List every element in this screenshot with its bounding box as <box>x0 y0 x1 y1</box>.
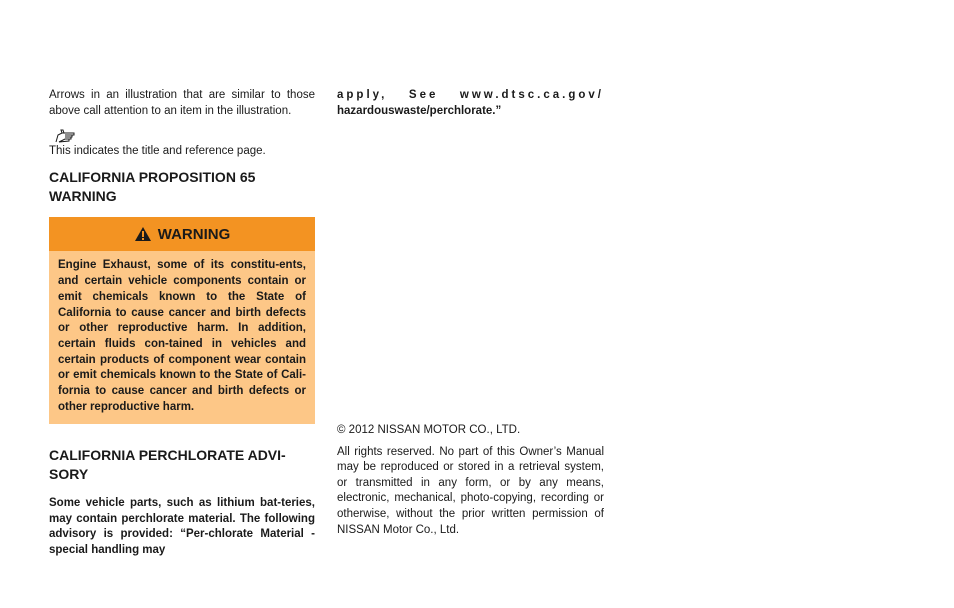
copyright-section <box>337 423 604 538</box>
perchlorate-advisory: Some vehicle parts, such as lithium bat-teries, may contain perchlorate material. The following advisory is provided: “Per-chlorate Material - special handling may <box>49 497 315 556</box>
reference-explanation: This indicates the title and reference page. <box>49 145 266 158</box>
arrows-explanation: Arrows in an illustration that are similar to those above call attention to an item in the illustration. <box>49 89 315 117</box>
perchlorate-heading: CALIFORNIA PERCHLORATE ADVI-SORY <box>49 447 286 483</box>
warning-text: Engine Exhaust, some of its constitu-ents, and certain vehicle components contain or emit chemicals known to the State of California to cause cancer and birth defects or other reproductive harm. In addition, certain fluids con-tained in vehicles and certain products of component wear contain or emit chemicals known to the State of Cali-fornia to cause cancer and birth defects or other reproductive harm. <box>58 259 306 413</box>
advisory-continuation-line2: hazardouswaste/perchlorate.” <box>337 104 502 117</box>
right-column <box>337 88 604 119</box>
warning-label: WARNING <box>157 225 231 243</box>
warning-box <box>49 217 315 424</box>
rights-reserved-text: All rights reserved. No part of this Owner’s Manual may be reproduced or stored in a retrieval system, or transmitted in any form, or by any means, electronic, mechanical, photo-copying, recording or otherwise, without the prior written permission of NISSAN Motor Co., Ltd. <box>337 445 604 536</box>
pointing-hand-icon <box>53 128 315 144</box>
left-column <box>49 88 315 558</box>
copyright-notice: © 2012 NISSAN MOTOR CO., LTD. <box>337 424 521 436</box>
advisory-continuation-line1: apply, See www.dtsc.ca.gov/ <box>337 89 604 101</box>
warning-header <box>49 217 315 251</box>
warning-triangle-icon <box>134 226 152 242</box>
prop65-heading: CALIFORNIA PROPOSITION 65 WARNING <box>49 168 256 204</box>
